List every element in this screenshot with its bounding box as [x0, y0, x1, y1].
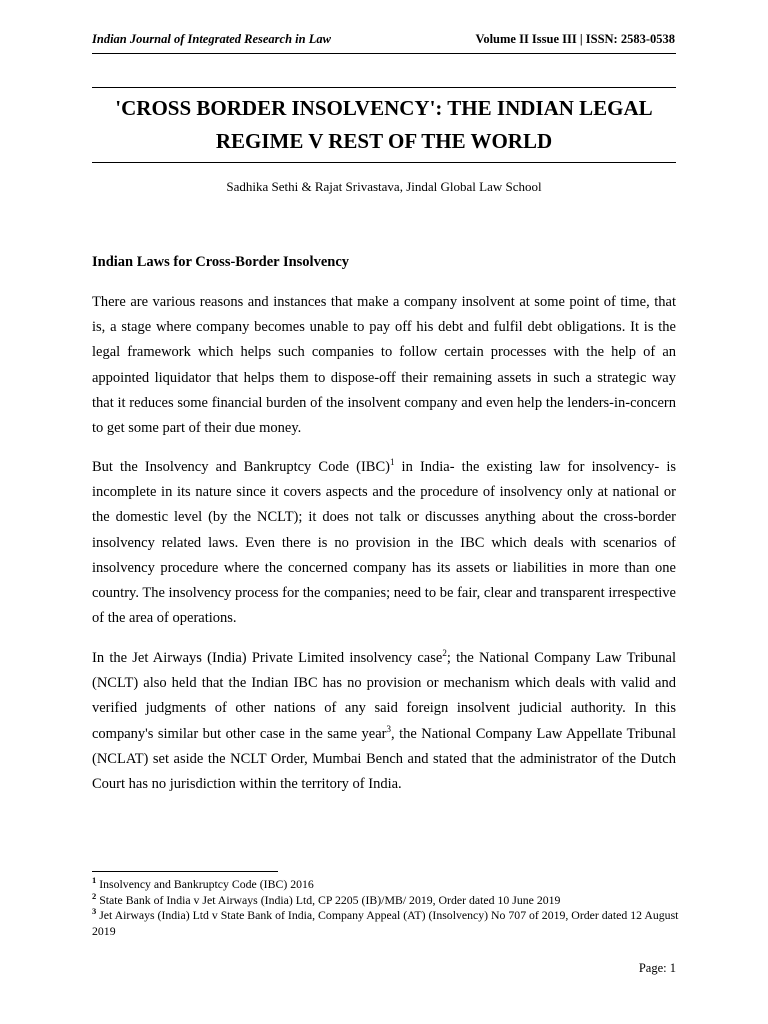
footnote-divider — [92, 871, 278, 872]
footnote-text: Insolvency and Bankruptcy Code (IBC) 2016 — [96, 877, 314, 891]
footnote-number: 2 — [92, 890, 97, 901]
footnotes — [92, 877, 682, 939]
paragraph-3-text-b: ; the National Company Law Tribunal (NCLT) also held that the Indian IBC has no provision or mechanism which deals with valid and verified judgments of other nations of any said foreign insolvent judicial authority. In this company's similar but other case in the same year — [92, 650, 676, 742]
footnote-text: Jet Airways (India) Ltd v State Bank of India, Company Appeal (AT) (Insolvency) No 707 of 2019, Order dated 12 August 2019 — [92, 908, 679, 938]
footnote-1 — [92, 877, 682, 893]
footnote-number: 1 — [92, 875, 97, 886]
paragraph-3 — [92, 646, 676, 797]
paragraph-3-text-a: In the Jet Airways (India) Private Limited insolvency case — [92, 650, 443, 666]
paragraph-1: There are various reasons and instances that make a company insolvent at some point of time, that is, a stage where company becomes unable to pay off his debt and fulfil debt obligations. It is the legal framework which helps such companies to follow certain processes with the help of an appointed liquidator that helps them to dispose-off their remaining assets in such a strategic way that it reduces some financial burden of the insolvent company and even help the lenders-in-concern to get some part of their due money. — [92, 294, 676, 437]
footnote-2 — [92, 890, 682, 909]
paragraph-2-text-b: in India- the existing law for insolvency- is incomplete in its nature since it covers aspects and the procedure of insolvency only at national or the domestic level (by the NCLT); it does not talk or discusses anything about the cross-border insolvency related laws. Even there is no provision in the IBC which deals with scenarios of insolvency procedure where the concerned company has its assets or liabilities in more than one country. The insolvency process for the companies; need to be fair, clear and transparent irrespective of the area of operations. — [92, 459, 676, 627]
footnote-ref-3[interactable]: 3 — [386, 723, 391, 734]
paragraph-3-text-c: , the National Company Law Appellate Tribunal (NCLAT) set aside the NCLT Order, Mumbai Bench and stated that the administrator of the Dutch Court has no jurisdiction within the territory of India. — [92, 725, 676, 793]
footnote-3 — [92, 908, 682, 939]
volume-issn: Volume II Issue III | ISSN: 2583-0538 — [475, 32, 675, 46]
paper-title — [92, 92, 676, 158]
footnote-ref-1[interactable]: 1 — [389, 457, 395, 468]
journal-name: Indian Journal of Integrated Research in Law — [92, 32, 331, 46]
paragraph-2 — [92, 455, 676, 631]
title-line-2: REGIME V REST OF THE WORLD — [215, 129, 553, 153]
section-heading: Indian Laws for Cross-Border Insolvency — [92, 254, 350, 270]
footnote-text: State Bank of India v Jet Airways (India) Ltd, CP 2205 (IB)/MB/ 2019, Order dated 10 June 2019 — [96, 892, 561, 907]
header-divider — [92, 53, 676, 54]
paragraph-2-text-a: But the Insolvency and Bankruptcy Code (IBC) — [92, 459, 390, 475]
title-rule-top — [92, 87, 676, 88]
title-rule-bottom — [92, 162, 676, 163]
footnote-ref-2[interactable]: 2 — [442, 648, 447, 659]
page-number: Page: 1 — [638, 961, 676, 975]
footnote-number: 3 — [92, 906, 97, 917]
title-line-1: 'CROSS BORDER INSOLVENCY': THE INDIAN LEGAL — [115, 96, 653, 120]
authors: Sadhika Sethi & Rajat Srivastava, Jindal Global Law School — [226, 179, 542, 194]
